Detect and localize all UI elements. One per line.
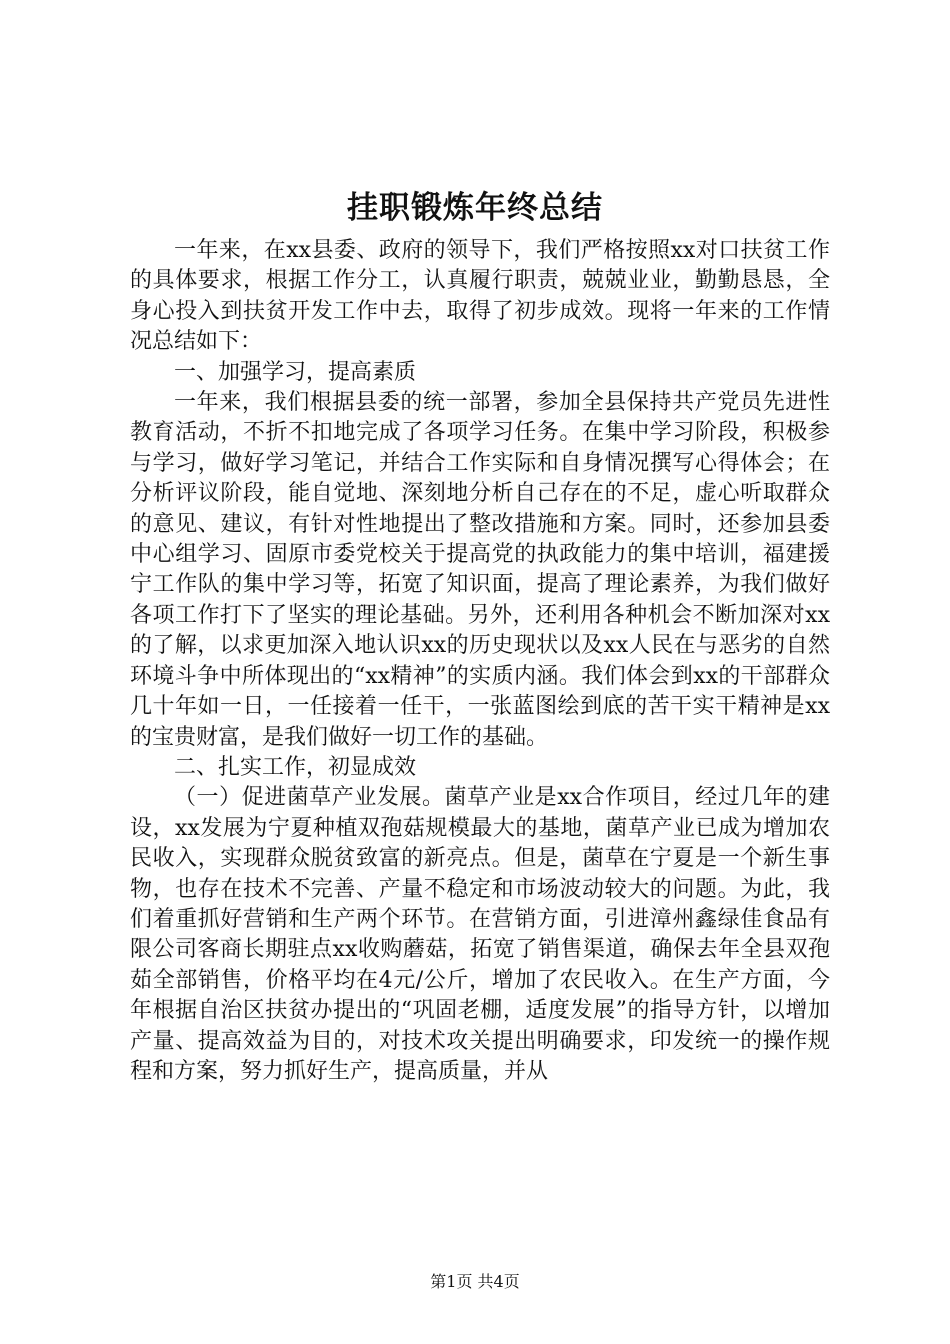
intro-paragraph: 一年来，在xx县委、政府的领导下，我们严格按照xx对口扶贫工作的具体要求，根据工作分工，认真履行职责，兢兢业业，勤勤恳恳，全身心投入到扶贫开发工作中去，取得了初步成效。现将一年来的工作情况总结如下： bbox=[130, 238, 830, 355]
section-heading-2: 二、扎实工作，初显成效 bbox=[174, 754, 417, 780]
section-heading-1: 一、加强学习，提高素质 bbox=[174, 359, 417, 385]
page-footer: 第1页 共4页 bbox=[430, 1272, 520, 1291]
section-1-paragraph: 一年来，我们根据县委的统一部署，参加全县保持共产党员先进性教育活动，不折不扣地完成了各项学习任务。在集中学习阶段，积极参与学习，做好学习笔记，并结合工作实际和自身情况撰写心得体会；在分析评议阶段，能自觉地、深刻地分析自己存在的不足，虚心听取群众的意见、建议，有针对性地提出了整改措施和方案。同时，还参加县委中心组学习、固原市委党校关于提高党的执政能力的集中培训，福建援宁工作队的集中学习等，拓宽了知识面，提高了理论素养，为我们做好各项工作打下了坚实的理论基础。另外，还利用各种机会不断加深对xx的了解，以求更加深入地认识xx的历史现状以及xx人民在与恶劣的自然环境斗争中所体现出的“xx精神”的实质内涵。我们体会到xx的干部群众几十年如一日，一任接着一任干，一张蓝图绘到底的苦干实干精神是xx的宝贵财富，是我们做好一切工作的基础。 bbox=[130, 390, 830, 750]
document-title: 挂职锻炼年终总结 bbox=[347, 190, 603, 226]
document-body bbox=[130, 236, 830, 1087]
section-2-paragraph: （一）促进菌草产业发展。菌草产业是xx合作项目，经过几年的建设，xx发展为宁夏种植双孢菇规模最大的基地，菌草产业已成为增加农民收入，实现群众脱贫致富的新亮点。但是，菌草在宁夏是一个新生事物，也存在技术不完善、产量不稳定和市场波动较大的问题。为此，我们着重抓好营销和生产两个环节。在营销方面，引进漳州鑫绿佳食品有限公司客商长期驻点xx收购蘑菇，拓宽了销售渠道，确保去年全县双孢茹全部销售，价格平均在4元/公斤，增加了农民收入。在生产方面，今年根据自治区扶贫办提出的“巩固老棚，适度发展”的指导方针，以增加产量、提高效益为目的，对技术攻关提出明确要求，印发统一的操作规程和方案，努力抓好生产，提高质量，并从 bbox=[130, 785, 830, 1084]
